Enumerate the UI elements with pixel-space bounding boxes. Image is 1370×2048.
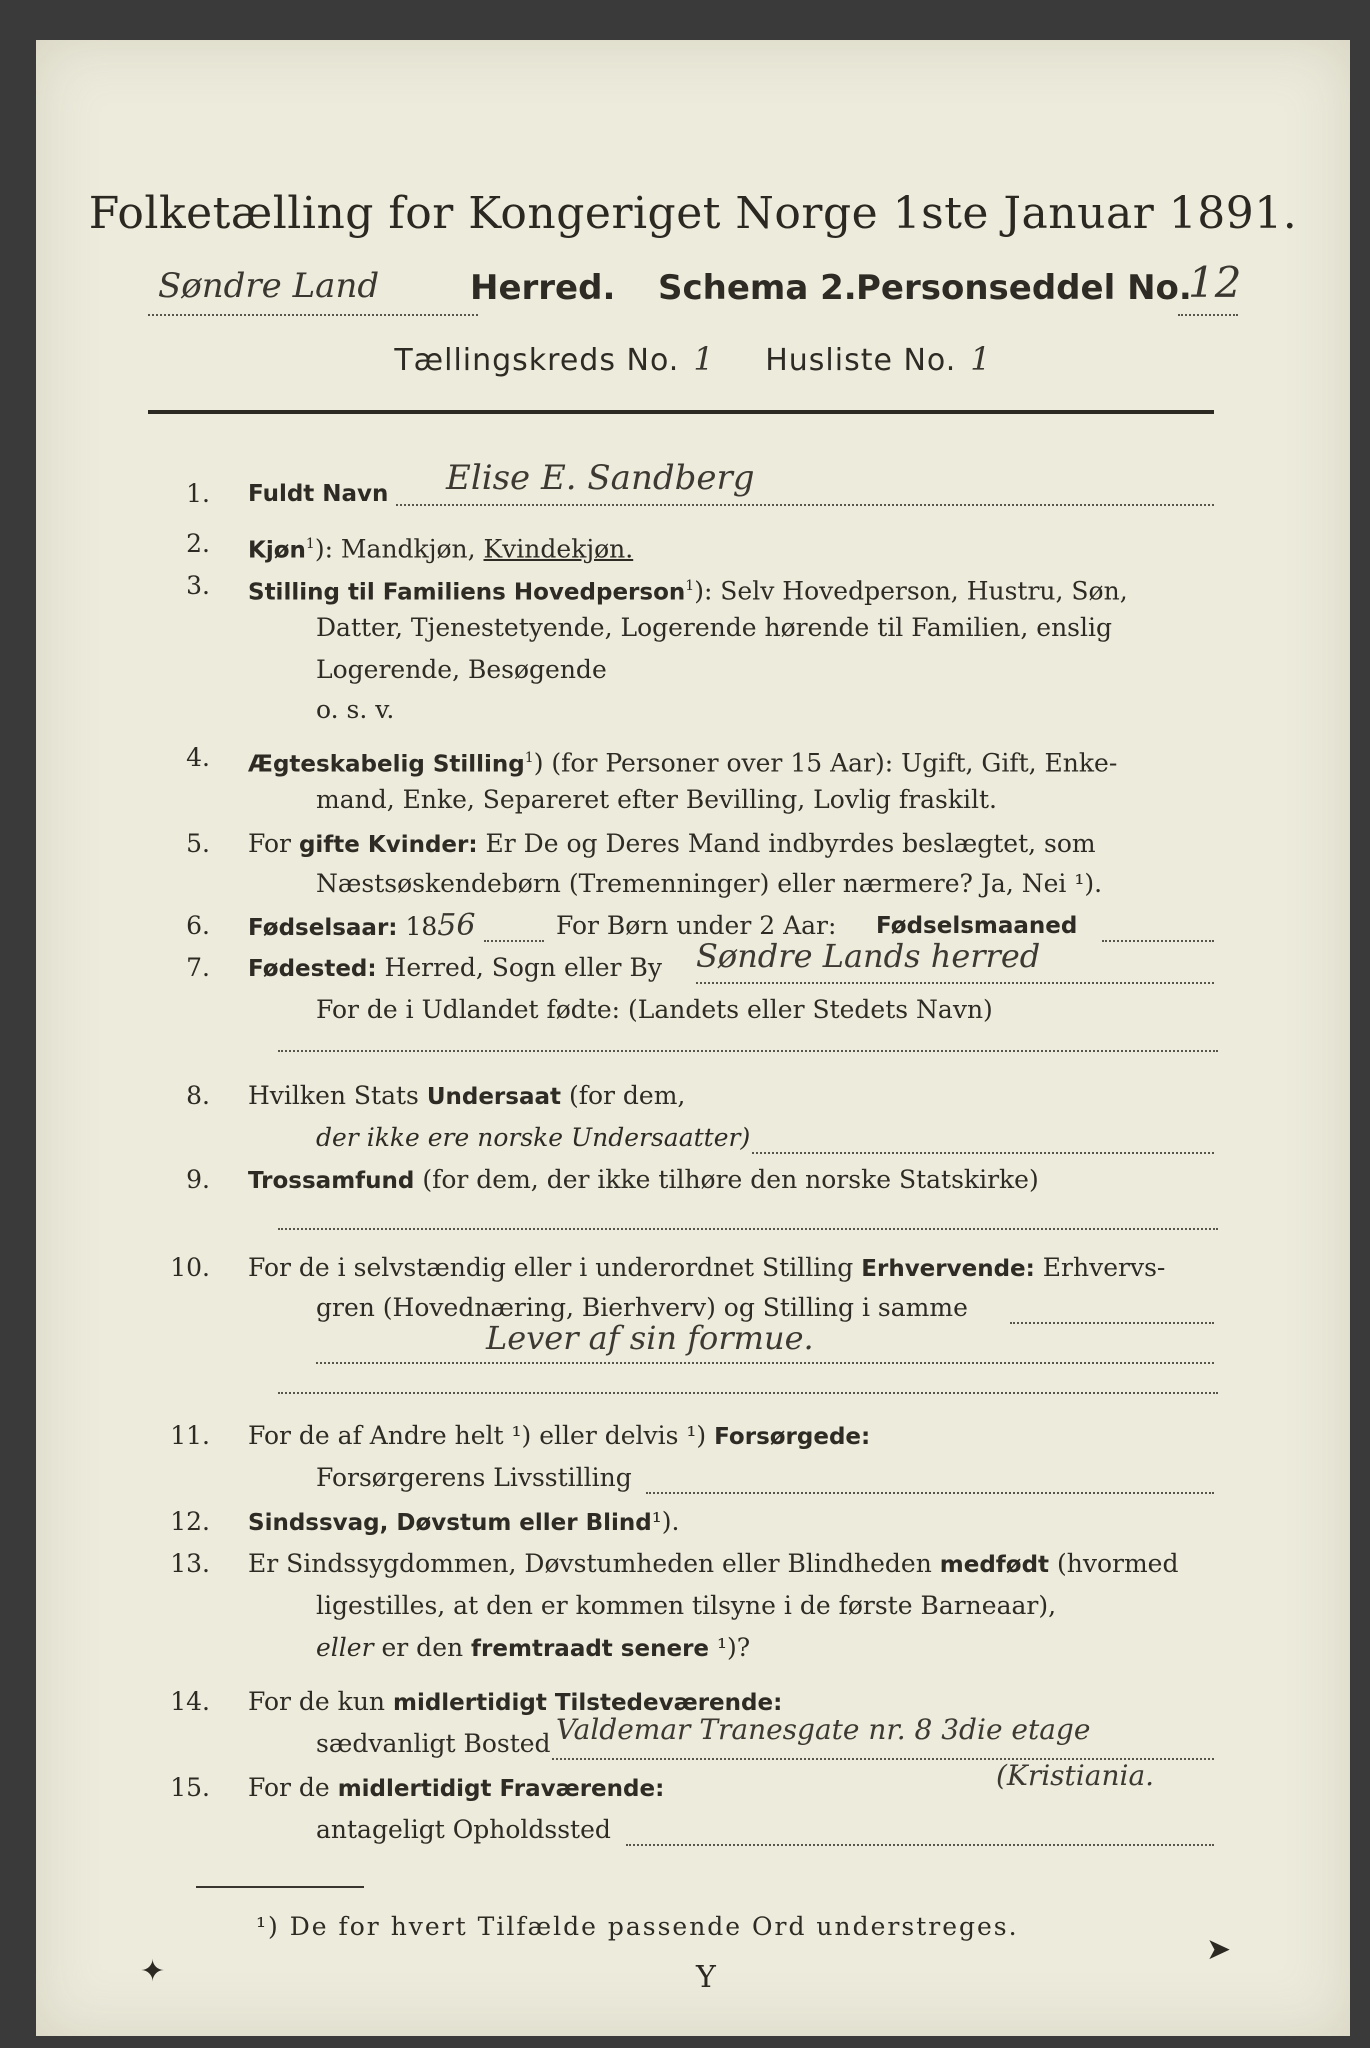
item-text: er den [373, 1633, 472, 1662]
herred-dotted-line [148, 312, 478, 316]
provider-dotted-line [646, 1490, 1214, 1494]
occupation-dotted-line [1010, 1320, 1214, 1324]
item-number: 15. [170, 1773, 210, 1802]
item-label: Undersaat [426, 1084, 561, 1110]
item-text: Herred, Sogn eller By [384, 953, 662, 982]
item-text: For de i selvstændig eller i underordnet Stilling [248, 1253, 862, 1282]
item-text: o. s. v. [316, 695, 395, 724]
item-label: midlertidigt Tilstedeværende: [392, 1690, 783, 1716]
item-text: ¹). [651, 1507, 680, 1536]
footnote-ref: 1 [305, 536, 315, 552]
item-number: 5. [186, 829, 210, 858]
header-line-kreds [36, 340, 1350, 378]
item-text: der ikke ere norske Undersaatter) [316, 1123, 751, 1152]
item-label: Stilling til Familiens Hovedperson [248, 579, 686, 606]
usual-residence-answer: Valdemar Tranesgate nr. 8 3die etage [556, 1713, 1091, 1746]
item-text: Næstsøskendebørn (Tremenninger) eller nærmere? Ja, Nei ¹). [316, 869, 1103, 898]
footnote-rule [196, 1886, 364, 1888]
item-text: For de af Andre helt ¹) eller delvis ¹) [248, 1421, 715, 1450]
item-text: gren (Hovednæring, Bierhverv) og Stilling i samme [316, 1293, 968, 1322]
item-text: Logerende, Besøgende [316, 655, 607, 684]
item-text: Er Sindssygdommen, Døvstumheden eller Blindheden [248, 1549, 940, 1578]
herred-label: Herred. [470, 268, 616, 308]
item-label: Fødested: [248, 956, 377, 982]
item-label: Fødselsmaaned [876, 913, 1078, 939]
item-label: Forsørgede: [714, 1424, 871, 1450]
item-label: Fuldt Navn [248, 481, 389, 507]
item-number: 1. [186, 479, 210, 508]
item-text: For Børn under 2 Aar: [556, 911, 837, 940]
occupation-answer-dotted-line [316, 1360, 1214, 1364]
item-1 [156, 458, 1216, 520]
item-label: Sindssvag, Døvstum eller Blind [248, 1510, 652, 1536]
census-form-page: Folketælling for Kongeriget Norge 1ste Januar 1891. Søndre Land Herred. Schema 2. Personseddel No. 12 Tællingskreds No. 1 Husliste No. 1 1. Fuldt Navn Elise E. Sandberg 2. Kjøn$^1$): Mandkjøn, Kvindekjøn. 3. Stilling til Familiens Hovedperson$^1$): Selv Hovedperson, Hustru, Søn, Datter, Tjenestetyende, Logerende hørende til Familien, enslig Logerende, Besøgende o. s. v. 4. Ægteskabelig Stilling$^1$) (for Personer over 15 Aar): Ugift, Gift, Enke- mand, Enke, Separeret efter Bevilling, Lovlig fraskilt. 5. For gifte Kvinder: Er De og Deres Mand indbyrdes beslægtet, som Næstsøskendebørn (Tremenninger) eller nærmere? Ja, Nei ¹). 6. Fødselsaar: 1856 For Børn under 2 Aar: Fødselsmaaned 7. Fødested: Herred, Sogn eller By Søndre Lands herred For de i Udlandet fødte: (Landets eller Stedets Navn) 8. Hvilken Stats Undersaat (for dem, der ikke ere norske Undersaatter) 9. Trossamfund (for dem, der ikke tilhøre den norske Statskirke) 10. For de i selvstændig eller i underordnet Stilling Erhvervende: Erhvervs- gren (Hovednæring, Bierhverv) og Stilling i samme Lever af sin formue. 11. For de af Andre helt ¹) eller delvis ¹) Forsørgede: Forsørgerens Livsstilling 12. Sindssvag, Døvstum eller Blind¹). 13. Er Sindssygdommen, Døvstumheden eller Blindheden medfødt (hvormed ligestilles, at den er kommen tilsyne i de første Barneaar), eller er den fremtraadt senere ¹)? 14. For de kun midlertidigt Tilstedeværende: sædvanligt Bosted Valdemar Tranesgate nr. 8 3die etage 15. For de midlertidigt Fraværende: (Kristiania. antageligt Opholdssted ¹) De for hvert Tilfælde passende Ord understreges. ✦ Y ➤ [36, 40, 1350, 2036]
item-text: ligestilles, at den er kommen tilsyne i de første Barneaar), [316, 1591, 1057, 1620]
item-number: 2. [186, 529, 210, 558]
item-text: sædvanligt Bosted [316, 1729, 551, 1758]
registration-mark-left-icon: ✦ [140, 1954, 166, 1989]
item-text: ): Selv Hovedperson, Hustru, Søn, [694, 576, 1128, 606]
taellingskreds-label: Tællingskreds No. [394, 343, 680, 378]
personseddel-dotted-line [1178, 312, 1238, 316]
item-label: Fødselsaar: [248, 915, 398, 941]
form-title: Folketælling for Kongeriget Norge 1ste Januar 1891. [88, 188, 1298, 239]
item-text: For de kun [248, 1687, 393, 1716]
birthplace-dotted-line [696, 980, 1214, 984]
husliste-label: Husliste No. [765, 343, 957, 378]
item-text: mand, Enke, Separeret efter Bevilling, Lovlig fraskilt. [316, 785, 997, 814]
residence-city-answer: (Kristiania. [996, 1759, 1155, 1792]
item-text: ¹)? [709, 1633, 751, 1662]
item-text: (for dem, [561, 1081, 686, 1110]
year-prefix: 18 [405, 912, 438, 941]
item-label: medfødt [939, 1552, 1050, 1578]
personseddel-label: Personseddel No. [856, 268, 1192, 308]
husliste-value: 1 [970, 340, 992, 378]
item-text: eller [316, 1633, 374, 1662]
item-text: ): Mandkjøn, [314, 534, 484, 564]
registration-mark-center-icon: Y [696, 1960, 716, 1995]
birthplace-answer: Søndre Lands herred [696, 937, 1041, 975]
item-number: 8. [186, 1081, 210, 1110]
item-label: Kjøn [248, 537, 306, 564]
occupation-answer: Lever af sin formue. [486, 1319, 814, 1357]
item-text: antageligt Opholdssted [316, 1815, 611, 1844]
header-rule [148, 410, 1214, 414]
item-label: Trossamfund [248, 1168, 415, 1194]
item-text: ) (for Personer over 15 Aar): Ugift, Gift, Enke- [533, 748, 1118, 778]
item-number: 7. [186, 953, 210, 982]
item-text: (hvormed [1049, 1549, 1179, 1578]
month-dotted-line [1102, 938, 1214, 942]
item-number: 14. [170, 1687, 210, 1716]
whereabouts-dotted-line [626, 1842, 1214, 1846]
religion-dotted-line [278, 1226, 1218, 1230]
occupation-extra-dotted-line [278, 1390, 1218, 1394]
item-text: Datter, Tjenestetyende, Logerende hørende til Familien, enslig [316, 613, 1113, 642]
item-text: For de [248, 1773, 338, 1802]
herred-value: Søndre Land [158, 266, 380, 306]
item-number: 4. [186, 743, 210, 772]
item-text: Er De og Deres Mand indbyrdes beslægtet, som [477, 829, 1096, 858]
item-text: Hvilken Stats [248, 1081, 427, 1110]
item-number: 12. [170, 1507, 210, 1536]
taellingskreds-value: 1 [693, 340, 715, 378]
full-name-answer: Elise E. Sandberg [446, 458, 755, 498]
selected-sex-option: Kvindekjøn. [483, 534, 634, 564]
item-number: 13. [170, 1549, 210, 1578]
item-number: 10. [170, 1253, 210, 1282]
item-number: 6. [186, 911, 210, 940]
item-label: Erhvervende: [861, 1256, 1035, 1282]
birth-year-value: 56 [437, 908, 476, 943]
registration-mark-right-icon: ➤ [1206, 1932, 1232, 1967]
item-number: 3. [186, 571, 210, 600]
item-number: 11. [170, 1421, 210, 1450]
item-text: For de i Udlandet fødte: (Landets eller Stedets Navn) [316, 995, 993, 1024]
name-dotted-line [396, 502, 1214, 506]
header-line-herred [148, 258, 1242, 318]
item-text: Erhvervs- [1034, 1253, 1166, 1282]
nationality-dotted-line [752, 1150, 1214, 1154]
personseddel-value: 12 [1188, 258, 1242, 307]
item-text: (for dem, der ikke tilhøre den norske Statskirke) [414, 1165, 1039, 1194]
item-text: Forsørgerens Livsstilling [316, 1463, 632, 1492]
item-label: Ægteskabelig Stilling [248, 751, 525, 778]
schema-label: Schema 2. [658, 268, 857, 308]
item-label: midlertidigt Fraværende: [337, 1776, 665, 1802]
item-number: 9. [186, 1165, 210, 1194]
item-label: fremtraadt senere [471, 1636, 710, 1662]
item-label: gifte Kvinder: [298, 832, 478, 858]
abroad-dotted-line [278, 1048, 1218, 1052]
year-dotted-line [484, 938, 544, 942]
footnote: ¹) De for hvert Tilfælde passende Ord understreges. [256, 1912, 1019, 1941]
item-text: For [248, 829, 299, 858]
